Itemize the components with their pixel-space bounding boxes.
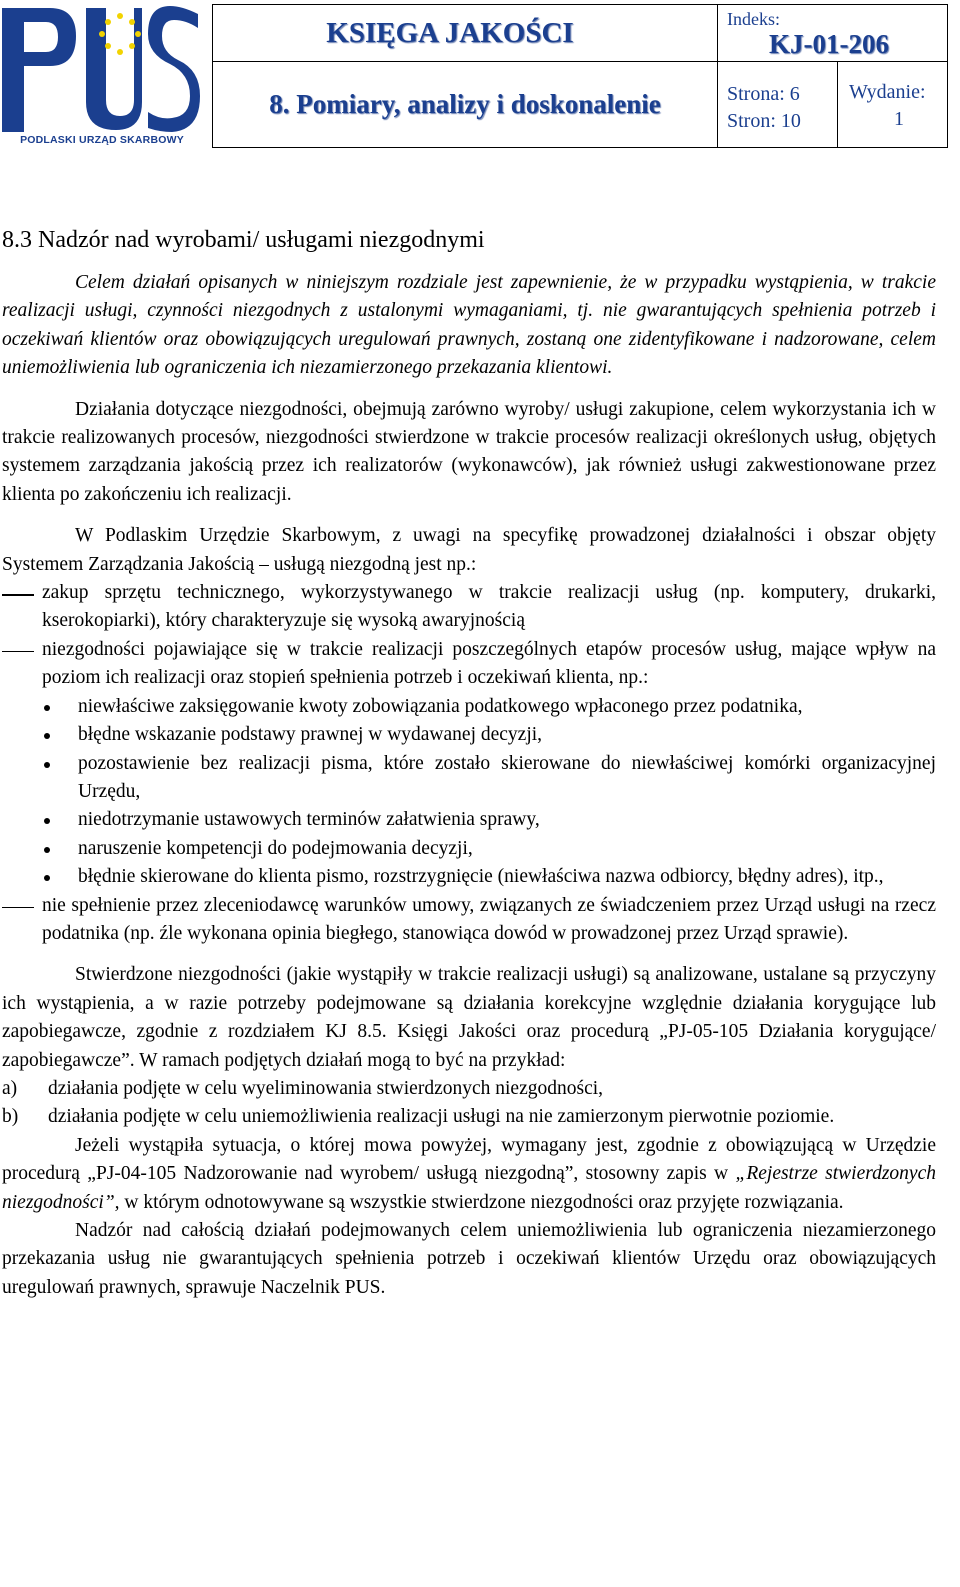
paragraph-supervision: Nadzór nad całością działań podejmowanych celem uniemożliwienia lub ograniczenia niezamierzonego przekazania usług nie gwarantujących spełnienia potrzeb i oczekiwań klientów Urzędu oraz obowiązujących uregulowań prawnych, sprawuje Naczelnik PUS.: [2, 1220, 936, 1298]
dash-item: nie spełnienie przez zleceniodawcę warunków umowy, związanych ze świadczeniem przez Urząd usługi na rzecz podatnika (np. źle wykonana opinia biegłego, stanowiąca dowód w prowadzonej przez Urząd sprawie).: [42, 894, 936, 944]
item-letter: a): [2, 1077, 18, 1099]
index-label: Indeks:: [727, 9, 780, 29]
bullet-item: błędne wskazanie podstawy prawnej w wydawanej decyzji,: [2, 721, 936, 749]
lettered-item: b) działania podjęte w celu uniemożliwienia realizacji usługi na nie zamierzonym pierwotnie poziomie.: [2, 1103, 936, 1131]
bullet-icon: [44, 818, 50, 824]
bullet-icon: [44, 875, 50, 881]
edition-value: 1: [894, 108, 904, 130]
section-title: 8.3 Nadzór nad wyrobami/ usługami niezgodnymi: [2, 227, 485, 253]
pus-logo-graphic: [2, 4, 200, 132]
intro-paragraph: Celem działań opisanych w niniejszym rozdziale jest zapewnienie, że w przypadku wystąpienia, w trakcie realizacji usługi, czynności niezgodnych z ustalonymi wymaganiami, tj. nie gwarantujących spełnienia potrzeb i oczekiwań klientów oraz obowiązujących uregulowań prawnych, zostaną one zidentyfikowane i nadzorowane, celem uniemożliwienia lub ograniczenia ich niezamierzonego przekazania klientowi.: [2, 272, 936, 379]
bullet-item: niedotrzymanie ustawowych terminów załatwienia sprawy,: [2, 806, 936, 834]
bullet-item: naruszenie kompetencji do podejmowania decyzji,: [2, 835, 936, 863]
edition-label: Wydanie:: [849, 81, 926, 103]
page-info: [727, 81, 801, 135]
document-header-table: [212, 4, 948, 148]
pus-logo: [2, 4, 200, 150]
page-count: Stron: 10: [727, 110, 801, 132]
lettered-item: a) działania podjęte w celu wyeliminowania stwierdzonych niezgodności,: [2, 1075, 936, 1103]
bullet-icon: [44, 705, 50, 711]
bullet-item: niewłaściwe zaksięgowanie kwoty zobowiązania podatkowego wpłaconego przez podatnika,: [2, 693, 936, 721]
page-number: Strona: 6: [727, 83, 800, 105]
dash-item: zakup sprzętu technicznego, wykorzystywanego w trakcie realizacji usług (np. komputery, drukarki, kserokopiarki), który charakteryzuje się wysoką awaryjnością: [42, 582, 936, 632]
bullet-item: błędnie skierowane do klienta pismo, rozstrzygnięcie (niewłaściwa nazwa odbiorcy, błędny adres), itp.,: [2, 863, 936, 891]
dash-item: niezgodności pojawiające się w trakcie realizacji poszczególnych etapów procesów usług, mające wpływ na poziom ich realizacji oraz stopień spełnienia potrzeb i oczekiwań klienta, np.:: [42, 638, 936, 689]
chapter-title: 8. Pomiary, analizy i doskonalenie: [269, 89, 661, 119]
paragraph-nonconformity-scope: Działania dotyczące niezgodności, obejmują zarówno wyroby/ usługi zakupione, celem wykorzystania ich w trakcie realizowanych procesów, niezgodności stwierdzone w trakcie procesów realizacji określonych usług, objętych systemem zarządzania jakością przez ich realizatorów (wykonawców), jak również usługi zakwestionowane przez klienta po zakończeniu ich realizacji.: [2, 398, 936, 505]
logo-caption: PODLASKI URZĄD SKARBOWY: [20, 134, 184, 146]
register-name: „Rejestrze stwierdzonych niezgodności”,: [2, 1163, 936, 1213]
bullet-icon: [44, 762, 50, 768]
document-body: [2, 224, 936, 1302]
index-value: KJ-01-206: [769, 29, 889, 59]
document-title: KSIĘGA JAKOŚCI: [326, 16, 574, 49]
paragraph-analysis: Stwierdzone niezgodności (jakie wystąpiły w trakcie realizacji usługi) są analizowane, ustalane są przyczyny ich wystąpienia, a w razie potrzeby podejmowane są działania korekcyjne względnie działania korygujące lub zapobiegawcze, zgodnie z rozdziałem KJ 8.5. Księgi Jakości oraz procedurą „PJ-05-105 Działania korygujące/ zapobiegawcze”. W ramach podjętych działań mogą to być na przykład:: [2, 964, 936, 1071]
bullet-icon: [44, 733, 50, 739]
bullet-item: pozostawienie bez realizacji pisma, które zostało skierowane do niewłaściwej komórki organizacyjnej Urzędu,: [2, 750, 936, 807]
bullet-icon: [44, 847, 50, 853]
item-letter: b): [2, 1106, 19, 1128]
paragraph-examples-intro: W Podlaskim Urzędzie Skarbowym, z uwagi na specyfikę prowadzonej działalności i obszar objęty Systemem Zarządzania Jakością – usługą niezgodną jest np.:: [2, 525, 936, 575]
paragraph-register: Jeżeli wystąpiła sytuacja, o której mowa powyżej, wymagany jest, zgodnie z obowiązującą w Urzędzie procedurą „PJ-04-105 Nadzorowanie nad wyrobem/ usługą niezgodną”, stosowny zapis w „Rejestrze stwierdzonych niezgodności”, w którym odnotowywane są wszystkie stwierdzone niezgodności oraz przyjęte rozwiązania.: [2, 1134, 936, 1213]
